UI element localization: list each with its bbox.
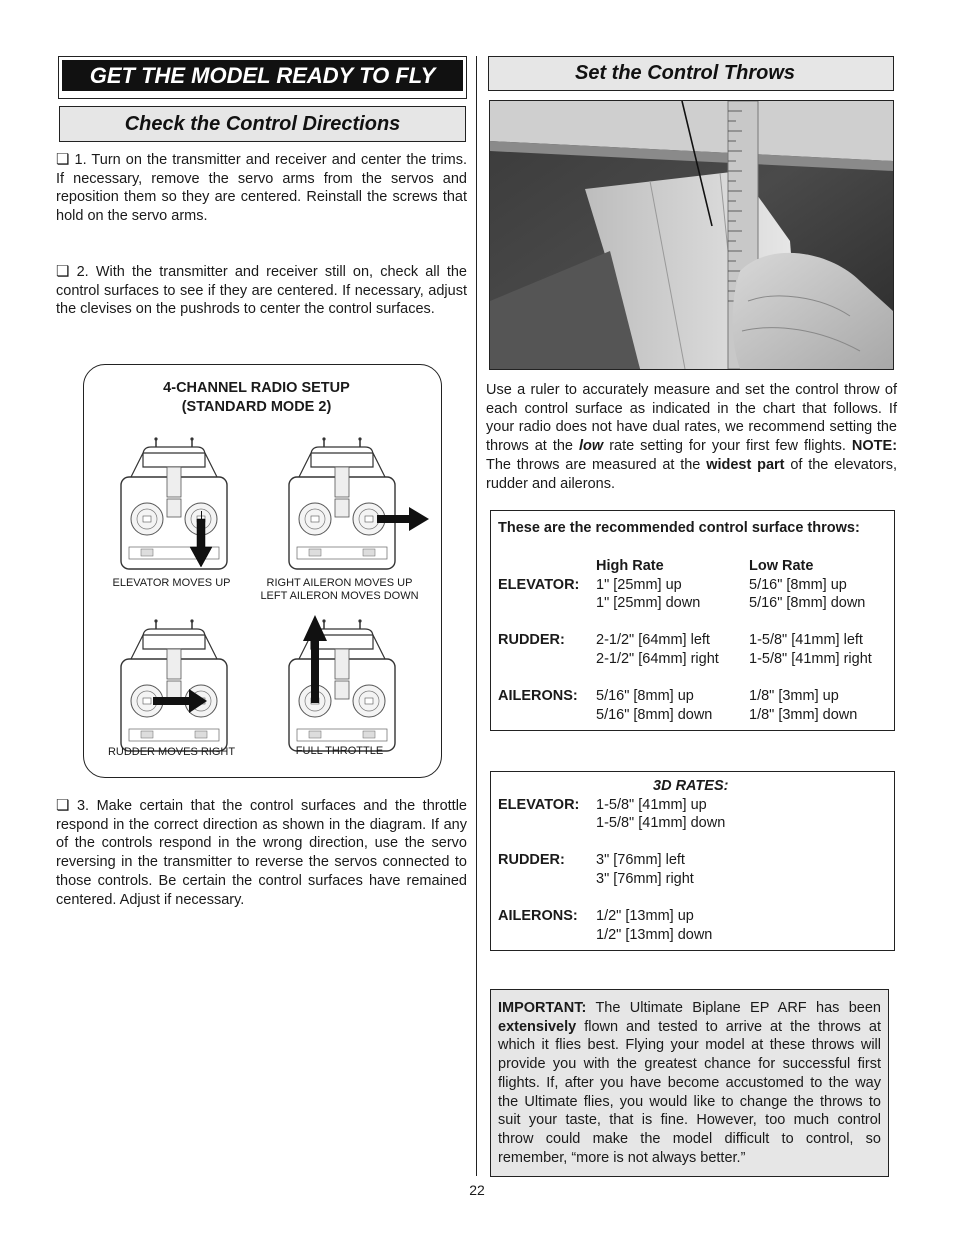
caption-aileron: RIGHT AILERON MOVES UP LEFT AILERON MOVES DOWN <box>260 577 419 602</box>
caption-elevator: ELEVATOR MOVES UP <box>112 577 231 589</box>
step-1-text: 1. Turn on the transmitter and receiver and center the trims. If necessary, remove the servo arms from the servos and reposition them so they are centered. Reinstall the screws that hold on the servo arms. <box>56 152 467 225</box>
radio-setup-diagram <box>83 364 442 778</box>
step-2 <box>56 263 467 319</box>
caption-rudder: RUDDER MOVES RIGHT <box>107 746 236 758</box>
sub-heading: Check the Control Directions <box>59 106 466 142</box>
ruler-photo <box>489 100 894 370</box>
caption-throttle: FULL THROTTLE <box>295 745 384 757</box>
table-row: ELEVATOR: 1-5/8" [41mm] up 1-5/8" [41mm] down <box>498 796 726 832</box>
checkbox-icon[interactable]: ❏ <box>56 797 70 814</box>
rates-3d-table <box>490 771 895 951</box>
right-heading: Set the Control Throws <box>488 56 894 91</box>
diagram-title: 4-CHANNEL RADIO SETUP (STANDARD MODE 2) <box>163 380 350 415</box>
column-divider <box>476 56 477 1176</box>
table-row: AILERONS: 1/2" [13mm] up 1/2" [13mm] down <box>498 908 713 943</box>
table-row: RUDDER: 2-1/2" [64mm] left 2-1/2" [64mm] right 1-5/8" [41mm] left 1-5/8" [41mm] right <box>498 632 872 667</box>
main-heading-box <box>58 56 467 99</box>
main-heading: GET THE MODEL READY TO FLY <box>62 60 463 91</box>
checkbox-icon[interactable]: ❏ <box>56 263 70 280</box>
ruler-photo-image <box>490 101 893 369</box>
throws-table-title: These are the recommended control surface throws: <box>498 520 860 536</box>
step-3-text: 3. Make certain that the control surfaces and the throttle respond in the correct direction as shown in the diagram. If any of the controls respond in the wrong direction, use the servo reversing in the transmitter to reverse the servos connected to those controls. Be certain the control surfaces have remained centered. Adjust if necessary. <box>56 798 467 908</box>
rates-3d-title: 3D RATES: <box>653 778 729 794</box>
important-box: IMPORTANT: The Ultimate Biplane EP ARF has been extensively flown and tested to arrive at the throws at which it flies best. Flying your model at these throws will provide you with the greatest chance for successful first flights. If, after you have become accustomed to the way the Ultimate flies, you would like to change the throws to suit your taste, that is fine. However, too much control throw could make the model difficult to control, so remember, “more is not always better.” <box>490 989 889 1177</box>
step-3 <box>56 797 467 909</box>
step-1 <box>56 151 467 226</box>
throws-header-row <box>498 557 888 576</box>
table-row: RUDDER: 3" [76mm] left 3" [76mm] right <box>498 852 694 887</box>
high-rate-header: High Rate <box>596 558 664 574</box>
throws-table <box>490 510 895 731</box>
transmitter-drawings <box>84 365 441 777</box>
throws-intro: Use a ruler to accurately measure and set the control throw of each control surface as indicated in the chart that follows. If your radio does not have dual rates, we recommend setting the throws at the low rate setting for your first few flights. NOTE: The throws are measured at the widest part of the elevators, rudder and ailerons. <box>486 382 898 492</box>
table-row: AILERONS: 5/16" [8mm] up 5/16" [8mm] down 1/8" [3mm] up 1/8" [3mm] down <box>498 688 858 723</box>
low-rate-header: Low Rate <box>749 558 814 574</box>
page-number: 22 <box>469 1182 485 1198</box>
step-2-text: 2. With the transmitter and receiver still on, check all the control surfaces to see if they are centered. If necessary, adjust the clevises on the pushrods to center the control surfaces. <box>56 264 468 318</box>
checkbox-icon[interactable]: ❏ <box>56 151 70 168</box>
table-row: ELEVATOR: 1" [25mm] up 1" [25mm] down 5/16" [8mm] up 5/16" [8mm] down <box>498 576 866 612</box>
